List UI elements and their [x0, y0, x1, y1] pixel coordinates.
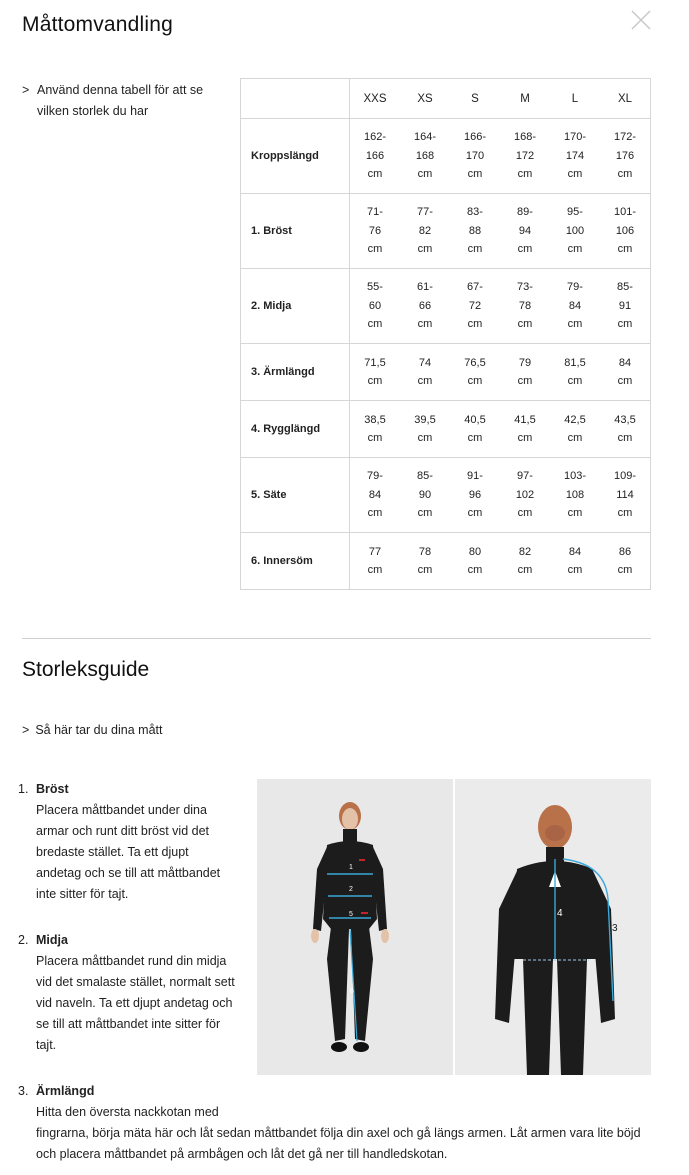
cell-line: 39,5 [414, 413, 436, 426]
table-header-row [241, 79, 651, 119]
cell-line: 168 [415, 149, 435, 162]
table-cell [500, 126, 550, 186]
cell-line: cm [567, 507, 583, 520]
table-cell [400, 352, 450, 393]
cell-line: 55- [367, 281, 383, 294]
table-cell [350, 201, 400, 261]
table-cell [600, 126, 650, 186]
cell-line: cm [367, 168, 383, 181]
cell-line: 84 [368, 488, 382, 501]
table-cell [450, 465, 500, 525]
cell-line: 89- [517, 206, 533, 219]
table-cell [550, 126, 600, 186]
step-body: Placera måttbandet rund din midja vid det smalaste stället, normalt sett vid naveln. Ta ett djupt andetag och se till att måttbandet inte sitter för tajt. [36, 954, 235, 1052]
cell-line: 81,5 [564, 356, 586, 369]
measurement-values [350, 401, 651, 458]
step-number: 3. [18, 1084, 29, 1098]
table-cell [350, 465, 400, 525]
cell-line: cm [417, 564, 433, 576]
cell-line: 95- [567, 206, 583, 219]
size-conversion-table [240, 78, 651, 590]
step-body-line1: Hitta den översta nackkotan med [36, 1105, 219, 1119]
table-cell [550, 465, 600, 525]
table-cell [450, 276, 500, 336]
cell-line: cm [367, 318, 383, 331]
table-row [241, 401, 651, 458]
cell-line: 85- [417, 470, 433, 483]
table-cell [400, 126, 450, 186]
step-number: 1. [18, 782, 29, 796]
cell-line: cm [517, 243, 533, 256]
measurement-values [350, 194, 651, 269]
cell-line: 61- [417, 281, 433, 294]
cell-line: 96 [468, 488, 482, 501]
step-number: 2. [18, 933, 29, 947]
cell-line: 100 [565, 224, 585, 237]
back-measurement-image [455, 779, 651, 1075]
table-cell [450, 126, 500, 186]
cell-line: 78 [418, 545, 432, 558]
cell-line: 108 [565, 488, 585, 501]
cell-line: 73- [517, 281, 533, 294]
close-icon[interactable] [629, 8, 653, 32]
cell-line: 78 [518, 299, 532, 312]
front-mark-5: 5 [349, 911, 353, 918]
table-cell [450, 541, 500, 582]
cell-line: cm [567, 564, 583, 576]
cell-line: cm [617, 243, 633, 256]
cell-line: 176 [615, 149, 635, 162]
intro-text [22, 80, 227, 122]
table-cell [350, 409, 400, 450]
table-cell [500, 465, 550, 525]
cell-line: cm [517, 318, 533, 331]
measurement-label: 2. Midja [241, 269, 350, 344]
chevron-right-icon: > [22, 723, 30, 737]
step-heading: Midja [36, 933, 68, 947]
cell-line: cm [367, 564, 383, 576]
cell-line: 40,5 [464, 413, 486, 426]
cell-line: 172 [515, 149, 535, 162]
front-mark-6: 6 [350, 988, 354, 995]
back-mark-4: 4 [557, 908, 563, 919]
cell-line: 41,5 [514, 413, 536, 426]
size-guide-subtitle [22, 723, 162, 737]
table-cell [500, 409, 550, 450]
cell-line: 91- [467, 470, 483, 483]
cell-line: 82 [418, 224, 432, 237]
cell-line: 84 [568, 545, 582, 558]
cell-line: cm [617, 432, 633, 444]
step-heading: Ärmlängd [36, 1084, 95, 1098]
cell-line: 79- [567, 281, 583, 294]
step-sleeve-length [18, 1081, 662, 1165]
cell-line: 74 [418, 356, 432, 369]
measurement-values [350, 458, 651, 533]
step-waist [18, 930, 237, 1056]
cell-line: 67- [467, 281, 483, 294]
cell-line: 43,5 [614, 413, 636, 426]
cell-line: 168- [513, 131, 537, 144]
cell-line: 79 [518, 356, 532, 369]
cell-line: 71- [367, 206, 383, 219]
table-cell [350, 126, 400, 186]
cell-line: cm [567, 243, 583, 256]
front-mark-2: 2 [349, 886, 353, 893]
front-measurement-image [257, 779, 453, 1075]
step-body-rest: fingrarna, börja mäta här och låt sedan måttbandet följa din axel och gå längs armen. Låt armen vara lite böjd och placera måttbandet på armbågen och låt det gå ner till handledskotan. [36, 1126, 641, 1161]
cell-line: 91 [618, 299, 632, 312]
cell-line: 101- [613, 206, 637, 219]
cell-line: cm [417, 318, 433, 331]
cell-line: cm [417, 243, 433, 256]
table-corner-cell [241, 79, 350, 119]
cell-line: 72 [468, 299, 482, 312]
measurement-label: Kroppslängd [241, 119, 350, 194]
cell-line: 42,5 [564, 413, 586, 426]
cell-line: 82 [518, 545, 532, 558]
table-row [241, 119, 651, 194]
cell-line: cm [467, 507, 483, 520]
cell-line: 84 [618, 356, 632, 369]
size-column-header: S [471, 92, 479, 105]
cell-line: cm [517, 564, 533, 576]
cell-line: 77 [368, 545, 382, 558]
table-row [241, 533, 651, 590]
cell-line: 80 [468, 545, 482, 558]
table-cell [450, 352, 500, 393]
size-column-header: XL [617, 92, 633, 105]
subtitle-text: Så här tar du dina mått [35, 723, 163, 737]
table-cell [600, 352, 650, 393]
measurement-values [350, 533, 651, 590]
cell-line: cm [367, 375, 383, 387]
intro-description: Använd denna tabell för att se vilken storlek du har [37, 83, 204, 118]
cell-line: 66 [418, 299, 432, 312]
cell-line: 174 [565, 149, 585, 162]
table-row [241, 344, 651, 401]
cell-line: 85- [617, 281, 633, 294]
cell-line: cm [367, 243, 383, 256]
step-heading: Bröst [36, 782, 69, 796]
table-cell [450, 409, 500, 450]
size-column-header: L [571, 92, 579, 105]
table-cell [550, 276, 600, 336]
cell-line: 60 [368, 299, 382, 312]
cell-line: cm [467, 243, 483, 256]
table-row [241, 269, 651, 344]
measurement-label: 1. Bröst [241, 194, 350, 269]
cell-line: 109- [613, 470, 637, 483]
cell-line: cm [617, 375, 633, 387]
cell-line: 166- [463, 131, 487, 144]
cell-line: 103- [563, 470, 587, 483]
cell-line: cm [517, 375, 533, 387]
cell-line: 86 [618, 545, 632, 558]
table-cell [550, 541, 600, 582]
cell-line: cm [467, 375, 483, 387]
table-row [241, 458, 651, 533]
measurement-label: 4. Rygglängd [241, 401, 350, 458]
cell-line: 166 [365, 149, 385, 162]
table-cell [600, 465, 650, 525]
table-cell [500, 541, 550, 582]
size-column-header: XS [417, 92, 433, 105]
cell-line: cm [617, 168, 633, 181]
table-cell [550, 352, 600, 393]
measurement-values [350, 119, 651, 194]
cell-line: 88 [468, 224, 482, 237]
table-cell [500, 201, 550, 261]
step-body: Placera måttbandet under dina armar och runt ditt bröst vid det bredaste stället. Ta ett djupt andetag och se till att måttbandet inte sitter för tajt. [36, 803, 221, 901]
table-cell [600, 276, 650, 336]
cell-line: 84 [568, 299, 582, 312]
cell-line: 79- [367, 470, 383, 483]
cell-line: 114 [616, 488, 634, 501]
table-row [241, 194, 651, 269]
cell-line: 106 [615, 224, 635, 237]
cell-line: cm [417, 168, 433, 181]
cell-line: cm [467, 318, 483, 331]
cell-line: 38,5 [364, 413, 386, 426]
measurement-label: 3. Ärmlängd [241, 344, 350, 401]
measurement-values [350, 344, 651, 401]
cell-line: cm [417, 375, 433, 387]
cell-line: cm [517, 168, 533, 181]
cell-line: cm [467, 168, 483, 181]
cell-line: 164- [413, 131, 437, 144]
cell-line: 90 [418, 488, 432, 501]
size-guide-title: Storleksguide [22, 658, 150, 681]
cell-line: 170- [563, 131, 587, 144]
cell-line: 97- [517, 470, 533, 483]
cell-line: cm [467, 564, 483, 576]
cell-line: cm [617, 507, 633, 520]
table-cell [400, 465, 450, 525]
table-cell [350, 352, 400, 393]
table-cell [350, 276, 400, 336]
table-cell [500, 352, 550, 393]
size-header-cell [350, 79, 651, 119]
measurement-label: 5. Säte [241, 458, 350, 533]
size-column-header: M [520, 92, 530, 105]
table-cell [600, 201, 650, 261]
cell-line: 170 [465, 149, 485, 162]
cell-line: cm [467, 432, 483, 444]
page-title: Måttomvandling [22, 13, 174, 36]
cell-line: cm [517, 507, 533, 520]
measurement-label: 6. Innersöm [241, 533, 350, 590]
cell-line: cm [367, 432, 383, 444]
table-cell [550, 201, 600, 261]
cell-line: cm [617, 564, 633, 576]
cell-line: cm [567, 432, 583, 444]
table-cell [450, 201, 500, 261]
size-column-header: XXS [363, 92, 387, 105]
cell-line: 83- [467, 206, 483, 219]
cell-line: 102 [515, 488, 535, 501]
table-cell [550, 409, 600, 450]
cell-line: cm [367, 507, 383, 520]
cell-line: 162- [363, 131, 387, 144]
table-cell [350, 541, 400, 582]
cell-line: cm [567, 375, 583, 387]
cell-line: 77- [417, 206, 433, 219]
measurement-values [350, 269, 651, 344]
cell-line: cm [417, 432, 433, 444]
cell-line: 94 [518, 224, 532, 237]
cell-line: cm [617, 318, 633, 331]
step-chest [18, 779, 237, 905]
front-mark-1: 1 [349, 864, 353, 871]
cell-line: 76 [368, 224, 382, 237]
section-divider [22, 638, 651, 639]
chevron-right-icon: > [22, 83, 30, 97]
table-cell [600, 409, 650, 450]
table-cell [400, 541, 450, 582]
table-cell [400, 276, 450, 336]
cell-line: 76,5 [464, 356, 486, 369]
cell-line: cm [517, 432, 533, 444]
cell-line: cm [567, 168, 583, 181]
table-cell [400, 201, 450, 261]
table-cell [500, 276, 550, 336]
cell-line: cm [567, 318, 583, 331]
back-mark-3: 3 [612, 923, 618, 934]
cell-line: 71,5 [364, 356, 386, 369]
table-cell [400, 409, 450, 450]
cell-line: cm [417, 507, 433, 520]
table-cell [600, 541, 650, 582]
cell-line: 172- [613, 131, 637, 144]
